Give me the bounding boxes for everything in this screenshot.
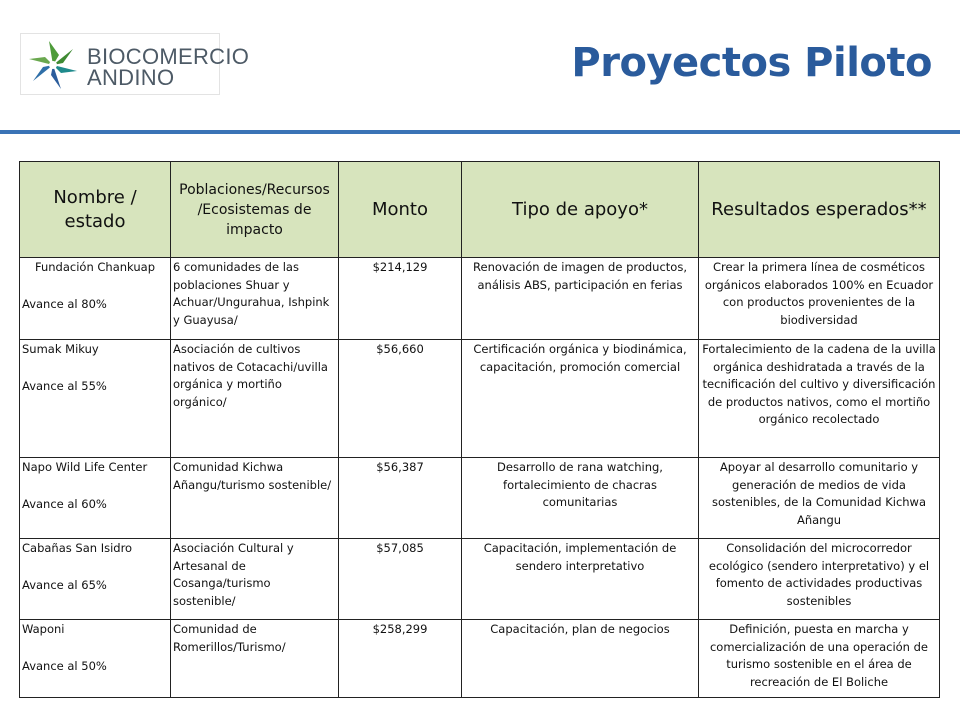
leaf-star-icon: [23, 37, 83, 93]
impact-cell: 6 comunidades de las poblaciones Shuar y Achuar/Ungurahua, Ishpink y Guayusa/: [171, 258, 339, 340]
support-cell: Renovación de imagen de productos, análisis ABS, participación en ferias: [462, 258, 699, 340]
column-header-amount: Monto: [339, 162, 462, 258]
column-header-support: Tipo de apoyo*: [462, 162, 699, 258]
amount-cell: $56,387: [339, 458, 462, 539]
project-name: Waponi: [22, 622, 65, 636]
projects-table: [19, 161, 940, 698]
support-cell: Capacitación, plan de negocios: [462, 620, 699, 698]
project-name-cell: [20, 258, 171, 340]
title-divider: [0, 130, 960, 134]
results-cell: Fortalecimiento de la cadena de la uvilla orgánica deshidratada a través de la tecnificación del cultivo y diversificación de productos nativos, como el mortiño orgánico recolectado: [699, 340, 940, 458]
table-row: [20, 620, 940, 698]
table-row: [20, 340, 940, 458]
amount-cell: $57,085: [339, 539, 462, 620]
project-name-cell: [20, 539, 171, 620]
results-cell: Definición, puesta en marcha y comercialización de una operación de turismo sostenible en el área de recreación de El Boliche: [699, 620, 940, 698]
column-header-name: Nombre / estado: [20, 162, 171, 258]
amount-cell: $214,129: [339, 258, 462, 340]
project-name: Sumak Mikuy: [22, 342, 99, 356]
table-header-row: [20, 162, 940, 258]
biocomercio-logo: [20, 33, 250, 95]
column-header-results: Resultados esperados**: [699, 162, 940, 258]
column-header-impact: Poblaciones/Recursos /Ecosistemas de impacto: [171, 162, 339, 258]
project-name: Napo Wild Life Center: [22, 460, 148, 474]
project-status: Avance al 50%: [22, 658, 107, 673]
results-cell: Consolidación del microcorredor ecológico (sendero interpretativo) y el fomento de actividades productivas sostenibles: [699, 539, 940, 620]
project-name-cell: [20, 458, 171, 539]
project-name: Cabañas San Isidro: [22, 541, 133, 555]
table-row: [20, 258, 940, 340]
impact-cell: Comunidad Kichwa Añangu/turismo sostenible/: [171, 458, 339, 539]
project-name-cell: [20, 620, 171, 698]
project-name-cell: [20, 340, 171, 458]
results-cell: Apoyar al desarrollo comunitario y generación de medios de vida sostenibles, de la Comunidad Kichwa Añangu: [699, 458, 940, 539]
impact-cell: Asociación de cultivos nativos de Cotacachi/uvilla orgánica y mortiño orgánico/: [171, 340, 339, 458]
project-status: Avance al 65%: [22, 577, 107, 592]
project-status: Avance al 60%: [22, 496, 107, 511]
results-cell: Crear la primera línea de cosméticos orgánicos elaborados 100% en Ecuador con productos provenientes de la biodiversidad: [699, 258, 940, 340]
project-status: Avance al 80%: [22, 296, 107, 311]
impact-cell: Asociación Cultural y Artesanal de Cosanga/turismo sostenible/: [171, 539, 339, 620]
project-status: Avance al 55%: [22, 378, 107, 393]
table-row: [20, 458, 940, 539]
logo-text-line2: ANDINO: [87, 65, 175, 90]
project-name: Fundación Chankuap: [34, 260, 155, 274]
support-cell: Capacitación, implementación de sendero interpretativo: [462, 539, 699, 620]
amount-cell: $258,299: [339, 620, 462, 698]
support-cell: Certificación orgánica y biodinámica, capacitación, promoción comercial: [462, 340, 699, 458]
page-title: Proyectos Piloto: [571, 40, 932, 86]
support-cell: Desarrollo de rana watching, fortalecimiento de chacras comunitarias: [462, 458, 699, 539]
logo-text-line1: BIOCOMERCIO: [87, 44, 250, 69]
impact-cell: Comunidad de Romerillos/Turismo/: [171, 620, 339, 698]
amount-cell: $56,660: [339, 340, 462, 458]
table-row: [20, 539, 940, 620]
